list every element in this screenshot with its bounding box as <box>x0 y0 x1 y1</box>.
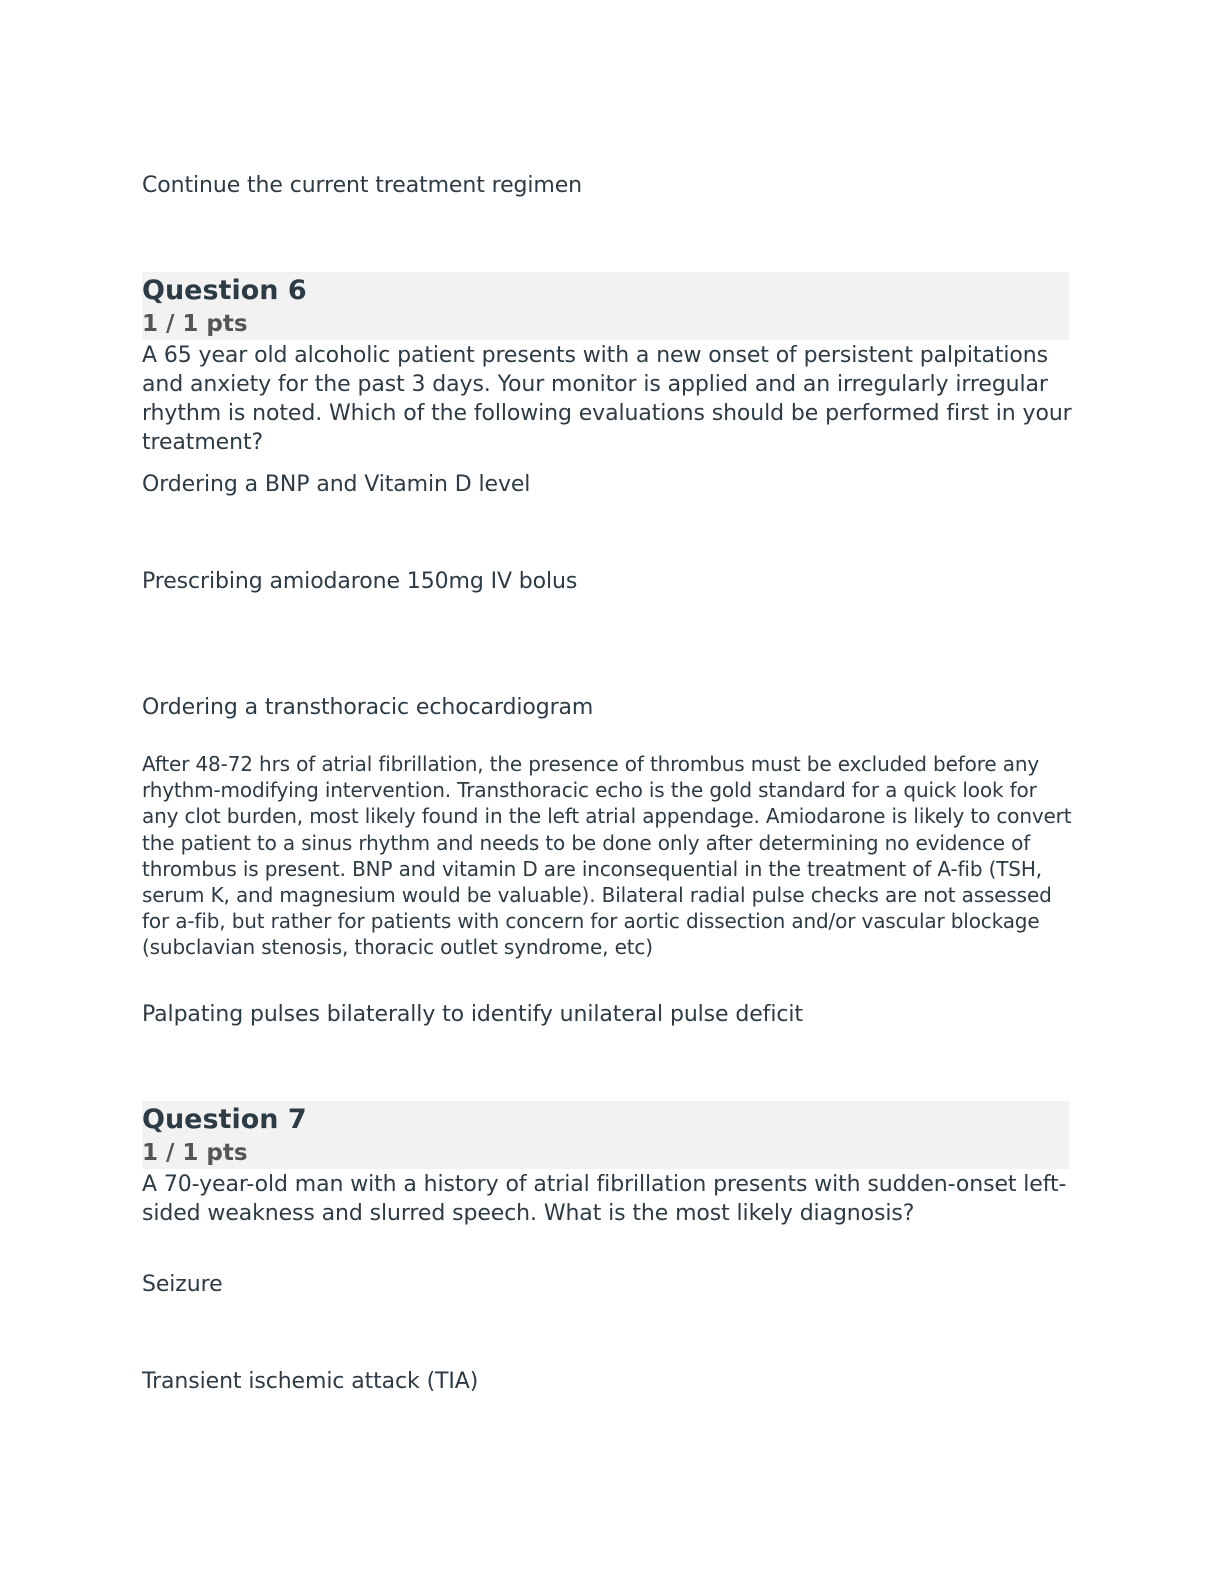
question-6-text: A 65 year old alcoholic patient presents with a new onset of persistent palpitations and anxiety for the past 3 days. Your monitor is applied and an irregularly irregular rhythm is noted. Which of the following evaluations should be performed first in your treatment? <box>142 343 1072 455</box>
answer-option-bnp-vitamin-d[interactable]: Ordering a BNP and Vitamin D level <box>142 472 531 497</box>
question-6-header <box>142 272 1069 340</box>
question-7-title: Question 7 <box>142 1104 307 1135</box>
answer-option-transthoracic-echo[interactable]: Ordering a transthoracic echocardiogram <box>142 695 594 720</box>
question-6-title: Question 6 <box>142 275 307 306</box>
question-7-text: A 70-year-old man with a history of atrial fibrillation presents with sudden-onset left-sided weakness and slurred speech. What is the most likely diagnosis? <box>142 1172 1067 1226</box>
answer-option-tia[interactable]: Transient ischemic attack (TIA) <box>142 1369 479 1394</box>
answer-option-amiodarone[interactable]: Prescribing amiodarone 150mg IV bolus <box>142 569 578 594</box>
question-7-points: 1 / 1 pts <box>142 1140 248 1166</box>
answer-option-continue-treatment[interactable]: Continue the current treatment regimen <box>142 173 583 198</box>
answer-explanation: After 48-72 hrs of atrial fibrillation, the presence of thrombus must be excluded before any rhythm-modifying intervention. Transthoracic echo is the gold standard for a quick look for any clot burden, most likely found in the left atrial appendage. Amiodarone is likely to convert the patient to a sinus rhythm and needs to be done only after determining no evidence of thrombus is present. BNP and vitamin D are inconsequential in the treatment of A-fib (TSH, serum K, and magnesium would be valuable). Bilateral radial pulse checks are not assessed for a-fib, but rather for patients with concern for aortic dissection and/or vascular blockage (subclavian stenosis, thoracic outlet syndrome, etc) <box>142 752 1072 960</box>
question-6-points: 1 / 1 pts <box>142 311 248 337</box>
question-7-header <box>142 1101 1069 1169</box>
answer-option-palpating-pulses[interactable]: Palpating pulses bilaterally to identify unilateral pulse deficit <box>142 1002 803 1027</box>
answer-option-seizure[interactable]: Seizure <box>142 1272 223 1297</box>
